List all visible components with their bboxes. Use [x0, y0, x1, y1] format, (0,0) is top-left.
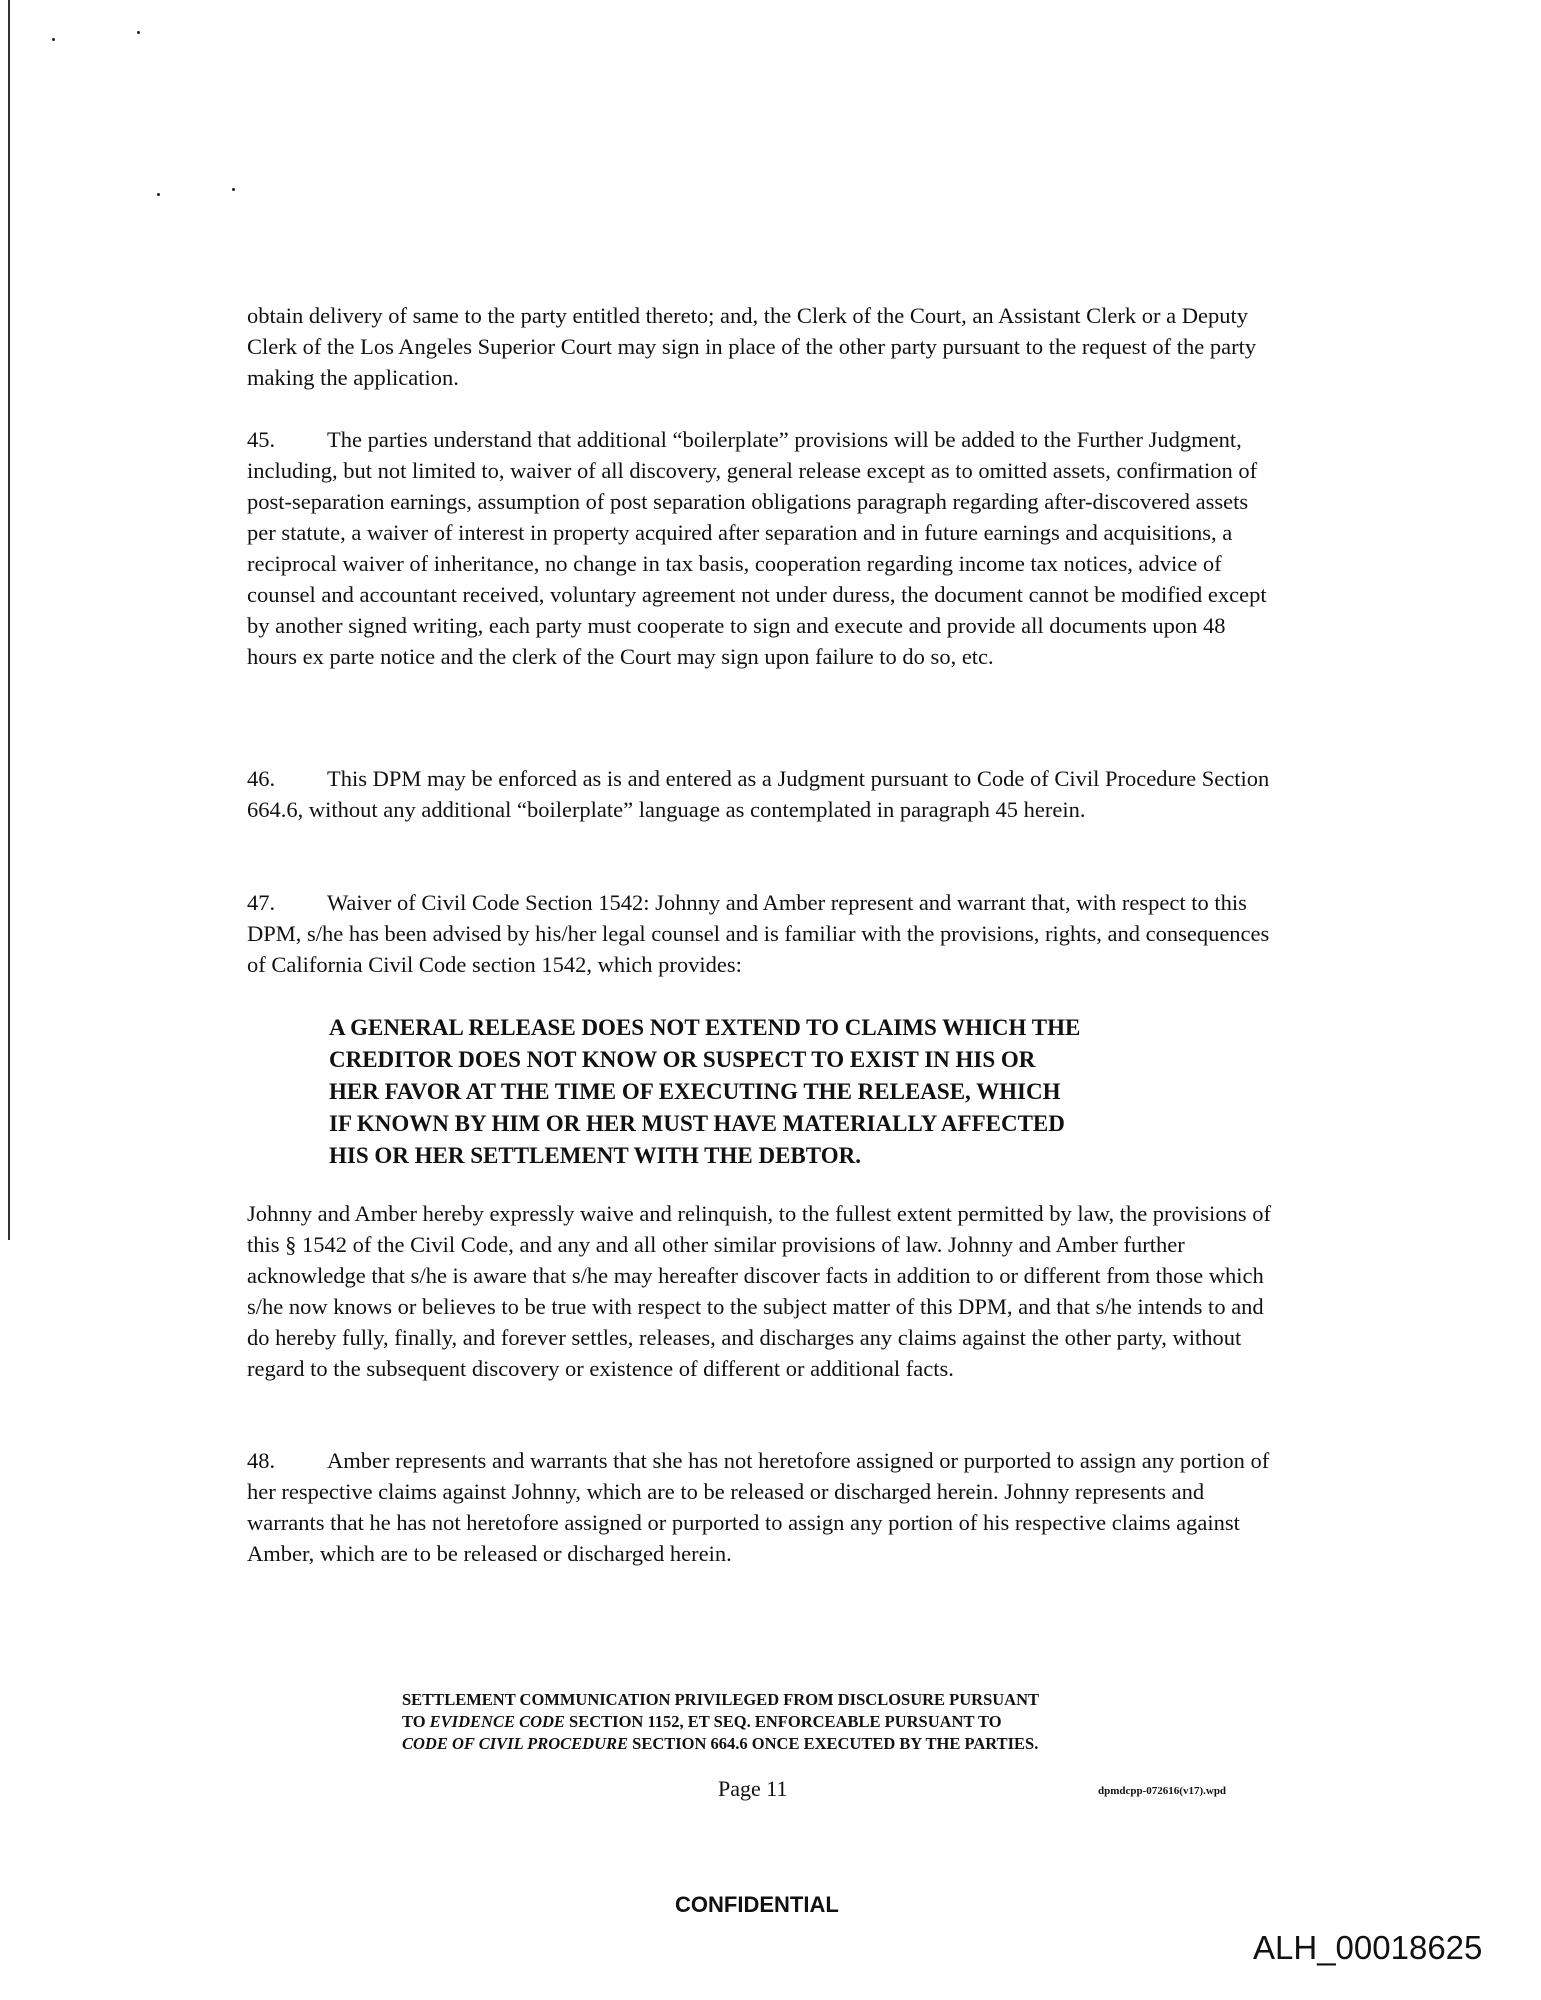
paragraph-45	[247, 424, 1277, 672]
paragraph-number: 46.	[247, 766, 276, 791]
paragraph-text: The parties understand that additional “boilerplate” provisions will be added to the Further Judgment, including, but not limited to, waiver of all discovery, general release except as to omitted assets, confirmation of post-separation earnings, assumption of post separation obligations paragraph regarding after-discovered assets per statute, a waiver of interest in property acquired after separation and in future earnings and acquisitions, a reciprocal waiver of inheritance, no change in tax basis, cooperation regarding income tax notices, advice of counsel and accountant received, voluntary agreement not under duress, the document cannot be modified except by another signed writing, each party must cooperate to sign and execute and provide all documents upon 48 hours ex parte notice and the clerk of the Court may sign upon failure to do so, etc.	[247, 427, 1267, 669]
scan-speck	[232, 188, 235, 191]
paragraph-text: Amber represents and warrants that she has not heretofore assigned or purported to assign any portion of her respective claims against Johnny, which are to be released or discharged herein. Johnny represents and warrants that he has not heretofore assigned or purported to assign any portion of his respective claims against Amber, which are to be released or discharged herein.	[247, 1448, 1270, 1566]
paragraph-number: 45.	[247, 427, 276, 452]
scan-edge-line	[8, 0, 10, 1240]
quote-line: HER FAVOR AT THE TIME OF EXECUTING THE RELEASE, WHICH	[329, 1079, 1061, 1104]
scan-speck	[137, 31, 140, 34]
paragraph-47	[247, 887, 1277, 980]
page-number: Page 11	[718, 1776, 788, 1801]
scan-speck	[52, 38, 55, 41]
paragraph-text: Waiver of Civil Code Section 1542: Johnny and Amber represent and warrant that, with respect to this DPM, s/he has been advised by his/her legal counsel and is familiar with the provisions, rights, and consequences of California Civil Code section 1542, which provides:	[247, 890, 1270, 977]
paragraph-number: 47.	[247, 890, 276, 915]
file-name: dpmdcpp-072616(v17).wpd	[1098, 1785, 1227, 1797]
paragraph-number: 48.	[247, 1448, 276, 1473]
paragraph-46	[247, 763, 1277, 825]
bates-number: ALH_00018625	[1253, 1929, 1483, 1966]
quote-line: HIS OR HER SETTLEMENT WITH THE DEBTOR.	[329, 1143, 861, 1168]
quote-line: CREDITOR DOES NOT KNOW OR SUSPECT TO EXIST IN HIS OR	[329, 1047, 1036, 1072]
confidential-stamp: CONFIDENTIAL	[675, 1892, 839, 1917]
paragraph-48	[247, 1445, 1277, 1569]
notice-line-1: SETTLEMENT COMMUNICATION PRIVILEGED FROM DISCLOSURE PURSUANT	[402, 1690, 1040, 1709]
civil-code-1542-quote	[329, 1012, 1209, 1172]
settlement-notice	[402, 1689, 1232, 1755]
scan-speck	[157, 193, 160, 196]
paragraph-waiver: Johnny and Amber hereby expressly waive and relinquish, to the fullest extent permitted by law, the provisions of this § 1542 of the Civil Code, and any and all other similar provisions of law. Johnny and Amber further acknowledge that s/he is aware that s/he may hereafter discover facts in addition to or different from those which s/he now knows or believes to be true with respect to the subject matter of this DPM, and that s/he intends to and do hereby fully, finally, and forever settles, releases, and discharges any claims against the other party, without regard to the subsequent discovery or existence of different or additional facts.	[247, 1201, 1271, 1381]
notice-line-2: TO EVIDENCE CODE SECTION 1152, ET SEQ. ENFORCEABLE PURSUANT TO	[402, 1712, 1002, 1731]
quote-line: IF KNOWN BY HIM OR HER MUST HAVE MATERIALLY AFFECTED	[329, 1111, 1065, 1136]
paragraph-intro: obtain delivery of same to the party entitled thereto; and, the Clerk of the Court, an Assistant Clerk or a Deputy Clerk of the Los Angeles Superior Court may sign in place of the other party pursuant to the request of the party making the application.	[247, 303, 1257, 390]
notice-line-3: CODE OF CIVIL PROCEDURE SECTION 664.6 ONCE EXECUTED BY THE PARTIES.	[402, 1734, 1039, 1753]
quote-line: A GENERAL RELEASE DOES NOT EXTEND TO CLAIMS WHICH THE	[329, 1015, 1081, 1040]
paragraph-text: This DPM may be enforced as is and entered as a Judgment pursuant to Code of Civil Procedure Section 664.6, without any additional “boilerplate” language as contemplated in paragraph 45 herein.	[247, 766, 1270, 822]
